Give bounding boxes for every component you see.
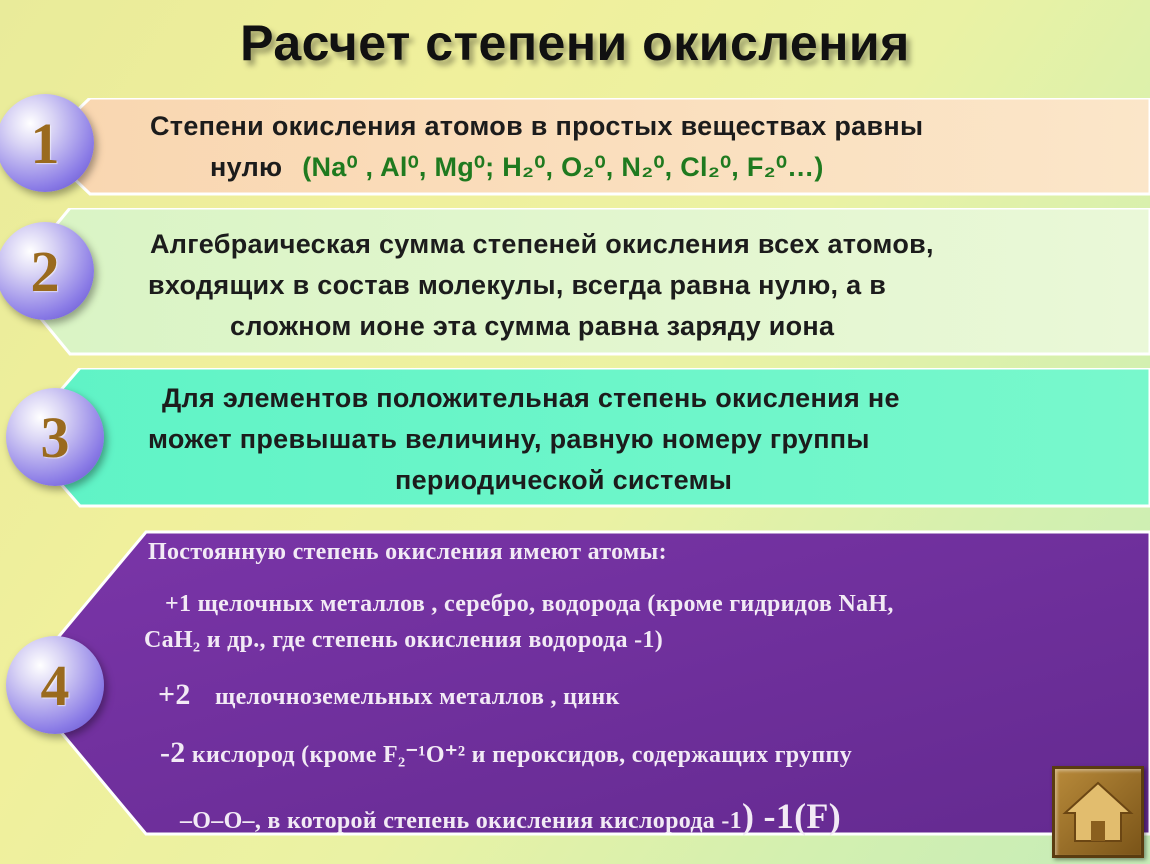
rule-2-line3: сложном ионе эта сумма равна заряду иона <box>230 311 835 341</box>
rule-1-line1: Степени окисления атомов в простых веществах равны <box>150 111 924 141</box>
rule-3-line3: периодической системы <box>395 465 733 495</box>
rule-4-item3b-text: –O–O–, в которой степень окисления кислорода -1 <box>180 808 742 834</box>
rule-4-item2-value: +2 <box>158 678 191 711</box>
rule-3-line1: Для элементов положительная степень окисления не <box>162 383 900 413</box>
rule-4-item3-text: кислород (кроме F₂⁻¹O⁺² и пероксидов, содержащих группу <box>191 742 852 768</box>
rule-number-3: 3 <box>6 388 104 486</box>
rule-3-line2: может превышать величину, равную номеру группы <box>148 424 870 454</box>
rule-1-examples: (Na⁰ , Al⁰, Mg⁰; H₂⁰, O₂⁰, N₂⁰, Cl₂⁰, F₂⁰…) <box>302 152 824 182</box>
rule-4-heading: Постоянную степень окисления имеют атомы: <box>148 539 667 565</box>
rule-number-2: 2 <box>0 222 94 320</box>
rule-1-line2 <box>210 147 824 188</box>
rule-4-item1a: +1 щелочных металлов , серебро, водорода (кроме гидридов NaH, <box>165 591 894 617</box>
rule-4-item1b: CaH₂ и др., где степень окисления водорода -1) <box>144 627 663 653</box>
rule-number-4: 4 <box>6 636 104 734</box>
rule-2-line1: Алгебраическая сумма степеней окисления всех атомов, <box>150 229 934 259</box>
rule-4-item3-value: -2 <box>160 736 186 769</box>
home-icon <box>1055 769 1141 855</box>
rule-number-1: 1 <box>0 94 94 192</box>
rule-4-item3 <box>160 732 852 776</box>
rule-4-item2-text: щелочноземельных металлов , цинк <box>215 684 620 710</box>
home-button[interactable] <box>1052 766 1144 858</box>
rule-4-item3b-suffix: ) -1(F) <box>741 796 842 836</box>
rule-1-prefix: нулю <box>210 152 283 182</box>
page-title: Расчет степени окисления <box>240 15 910 71</box>
rule-2-line2: входящих в состав молекулы, всегда равна нулю, а в <box>148 270 887 300</box>
rule-4-item2 <box>158 674 620 718</box>
rule-4-item3b <box>180 796 841 842</box>
